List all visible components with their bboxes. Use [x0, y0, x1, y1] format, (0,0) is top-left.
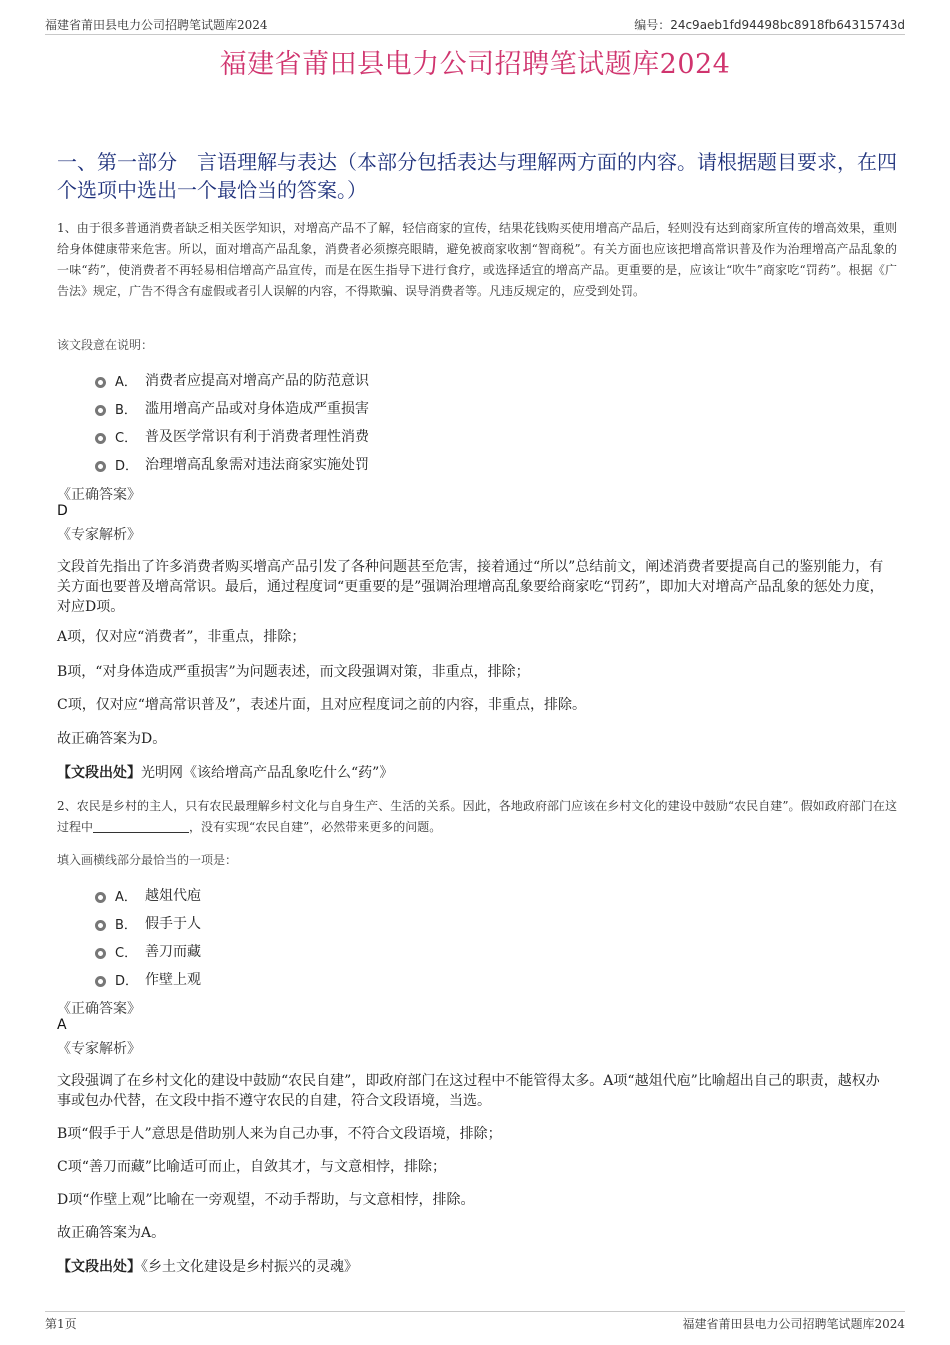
question-2-analysis-b: B项“假手于人”意思是借助别人来为自己办事，不符合文段语境，排除； — [57, 1126, 502, 1142]
radio-icon[interactable] — [95, 377, 106, 388]
question-1-prompt: 该文段意在说明： — [57, 338, 154, 352]
question-2-option-c[interactable] — [95, 937, 201, 965]
option-text: 治理增高乱象需对违法商家实施处罚 — [145, 457, 369, 473]
question-1-text: 1、由于很多普通消费者缺乏相关医学知识，对增高产品不了解，轻信商家的宣传，结果花钱购买使用增高产品后，轻则没有达到商家所宣传的增高效果，重则给身体健康带来危害。所以，面对增高产品乱象，消费者必须擦亮眼睛，避免被商家收割“智商税”。有关方面也应该把增高常识普及作为治理增高产品乱象的一味“药”，使消费者不再轻易相信增高产品宣传，而是在医生指导下进行食疗，或选择适宜的增高产品。更重要的是，应该让“吹牛”商家吃“罚药”。根据《广告法》规定，广告不得含有虚假或者引人误解的内容，不得欺骗、误导消费者等。凡违反规定的，应受到处罚。 — [57, 221, 897, 298]
option-text: 善刀而藏 — [145, 944, 201, 960]
option-letter: A． — [115, 889, 137, 905]
option-text: 作壁上观 — [145, 972, 201, 988]
question-2-option-a[interactable] — [95, 881, 201, 909]
option-letter: D． — [115, 458, 139, 474]
option-letter: C． — [115, 430, 138, 446]
radio-icon[interactable] — [95, 948, 106, 959]
page-header — [45, 14, 905, 35]
question-1-source — [57, 763, 892, 783]
option-text: 普及医学常识有利于消费者理性消费 — [145, 429, 369, 445]
question-2-text-after: ，没有实现“农民自建”，必然带来更多的问题。 — [189, 820, 442, 834]
page-number: 第1页 — [45, 1317, 77, 1331]
question-2-analysis-conclusion: 故正确答案为A。 — [57, 1225, 166, 1241]
option-letter: B． — [115, 402, 137, 418]
section-heading: 一、第一部分 言语理解与表达（本部分包括表达与理解两方面的内容。请根据题目要求，在四个选项中选出一个最恰当的答案。） — [57, 150, 897, 202]
option-text: 滥用增高产品或对身体造成严重损害 — [145, 401, 369, 417]
header-doc-name: 福建省莆田县电力公司招聘笔试题库2024 — [45, 18, 268, 32]
question-1-option-b[interactable] — [95, 394, 369, 422]
question-2-analysis-main: 文段强调了在乡村文化的建设中鼓励“农民自建”，即政府部门在这过程中不能管得太多。A项“越俎代庖”比喻超出自己的职责，越权办事或包办代替，在文段中指不遵守农民的自建，符合文段语境，当选。 — [57, 1073, 880, 1109]
question-1-answer: D — [57, 503, 68, 519]
source-text: 光明网《该给增高产品乱象吃什么“药”》 — [141, 765, 394, 781]
page-footer — [45, 1311, 905, 1332]
blank-line — [93, 818, 189, 833]
radio-icon[interactable] — [95, 405, 106, 416]
question-2-text — [57, 796, 897, 838]
question-1-analysis-conclusion: 故正确答案为D。 — [57, 731, 167, 747]
option-text: 假手于人 — [145, 916, 201, 932]
question-2-analysis-c: C项“善刀而藏”比喻适可而止，自敛其才，与文意相悖，排除； — [57, 1159, 447, 1175]
option-letter: B． — [115, 917, 137, 933]
option-text: 消费者应提高对增高产品的防范意识 — [145, 373, 369, 389]
question-2-option-d[interactable] — [95, 965, 201, 993]
question-1-analysis-b: B项，“对身体造成严重损害”为问题表述，而文段强调对策，非重点，排除； — [57, 664, 530, 680]
question-1-analysis-a: A项，仅对应“消费者”，非重点，排除； — [57, 629, 306, 645]
question-1-option-a[interactable] — [95, 366, 369, 394]
question-1-answer-label: 《正确答案》 — [57, 487, 141, 503]
radio-icon[interactable] — [95, 976, 106, 987]
question-2-options — [95, 881, 201, 993]
question-2-option-b[interactable] — [95, 909, 201, 937]
question-1-option-c[interactable] — [95, 422, 369, 450]
header-doc-id: 编号：24c9aeb1fd94498bc8918fb64315743d — [634, 18, 905, 32]
question-2-text-before: 2、农民是乡村的主人，只有农民最理解乡村文化与自身生产、生活的关系。因此，各地政府部门应该在乡村文化的建设中鼓励“农民自建”。假如政府部门在这过程中 — [57, 799, 897, 834]
source-label: 【文段出处】 — [57, 1259, 141, 1275]
option-text: 越俎代庖 — [145, 888, 201, 904]
radio-icon[interactable] — [95, 461, 106, 472]
question-1-analysis-c: C项，仅对应“增高常识普及”，表述片面，且对应程度词之前的内容，非重点，排除。 — [57, 697, 587, 713]
question-1-options — [95, 366, 369, 478]
question-1-analysis-label: 《专家解析》 — [57, 527, 141, 543]
option-letter: A． — [115, 374, 137, 390]
question-2-answer-label: 《正确答案》 — [57, 1001, 141, 1017]
source-text: 《乡土文化建设是乡村振兴的灵魂》 — [141, 1259, 358, 1275]
option-letter: C． — [115, 945, 138, 961]
radio-icon[interactable] — [95, 433, 106, 444]
radio-icon[interactable] — [95, 892, 106, 903]
document-title: 福建省莆田县电力公司招聘笔试题库2024 — [219, 49, 731, 80]
question-2-answer: A — [57, 1017, 67, 1033]
question-2-analysis-label: 《专家解析》 — [57, 1041, 141, 1057]
option-letter: D． — [115, 973, 139, 989]
question-2-prompt: 填入画横线部分最恰当的一项是： — [57, 853, 238, 867]
question-2-source — [57, 1257, 892, 1277]
question-1-analysis-main: 文段首先指出了许多消费者购买增高产品引发了各种问题甚至危害，接着通过“所以”总结前文，阐述消费者要提高自己的鉴别能力，有关方面也要普及增高常识。最后，通过程度词“更重要的是”强调治理增高乱象要给商家吃“罚药”，即加大对增高产品乱象的惩处力度，对应D项。 — [57, 559, 884, 615]
source-label: 【文段出处】 — [57, 765, 141, 781]
question-2-analysis-d: D项“作壁上观”比喻在一旁观望，不动手帮助，与文意相悖，排除。 — [57, 1192, 475, 1208]
question-1-option-d[interactable] — [95, 450, 369, 478]
footer-doc-name: 福建省莆田县电力公司招聘笔试题库2024 — [682, 1317, 905, 1331]
radio-icon[interactable] — [95, 920, 106, 931]
